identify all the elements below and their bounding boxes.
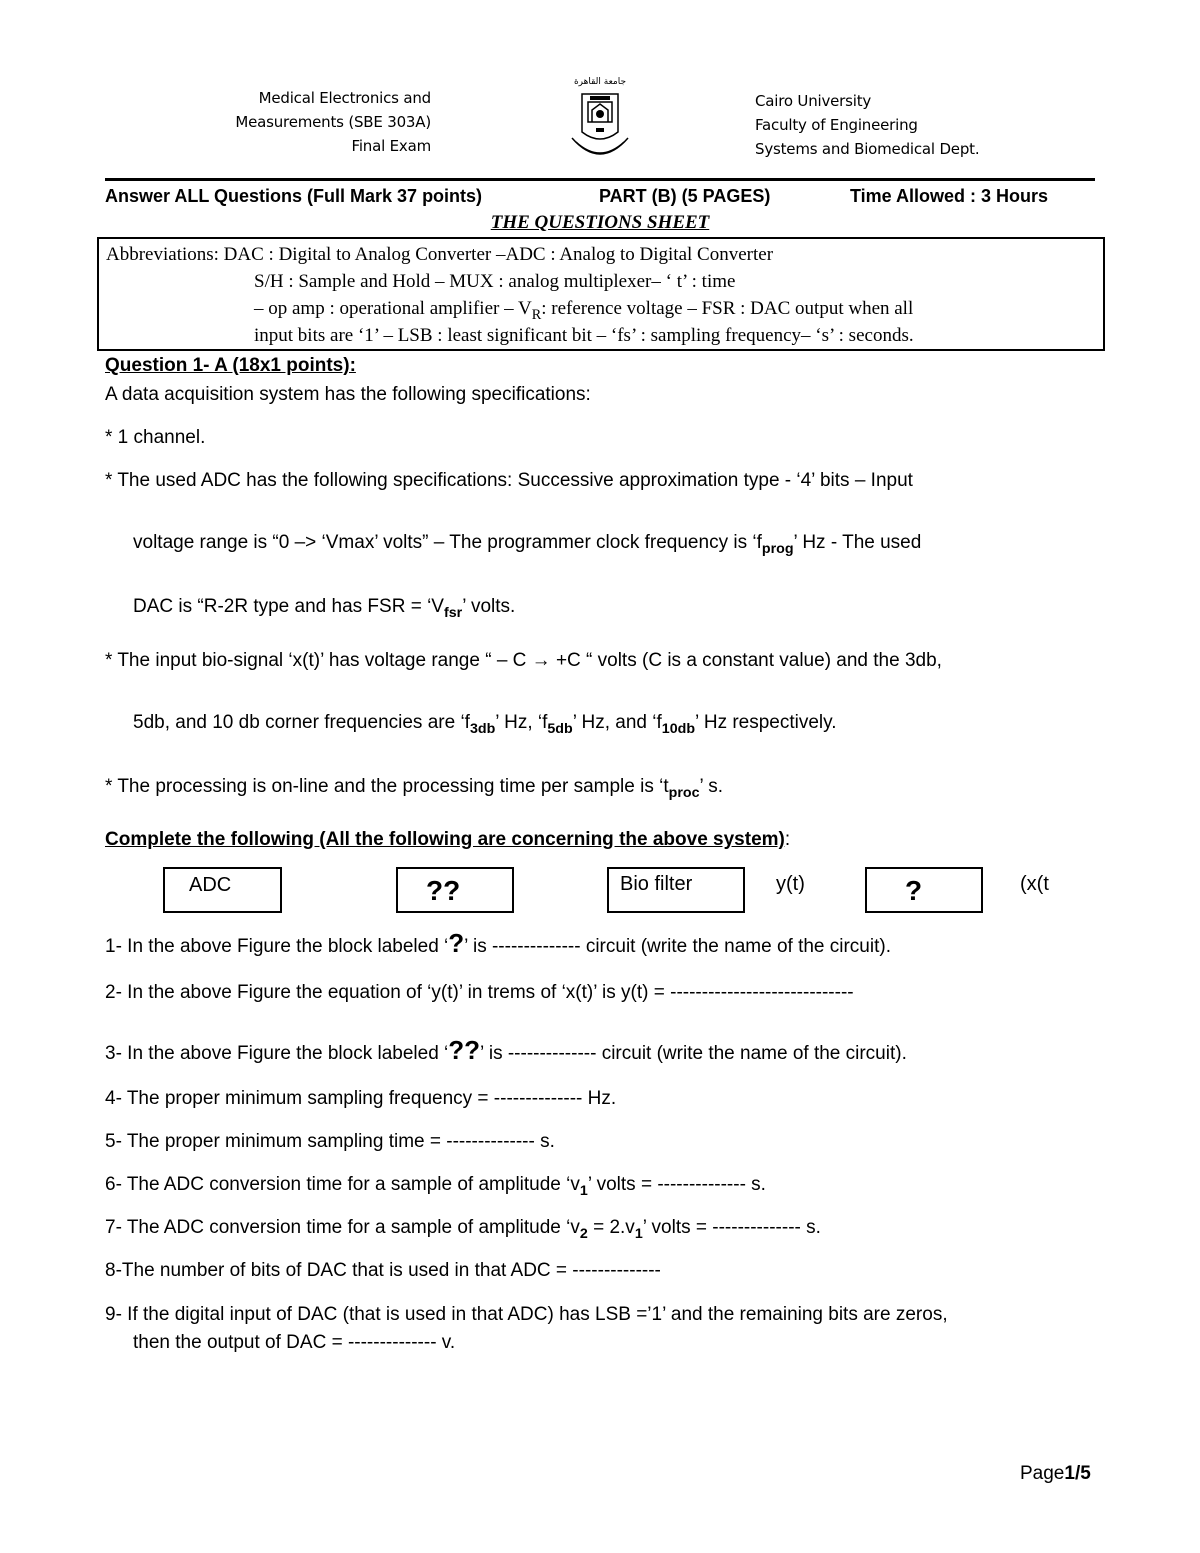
signal-y-label: y(t) (776, 873, 805, 895)
university-name: Cairo University (755, 92, 872, 110)
spec-adc-line1: * The used ADC has the following specifications: Successive approximation type - ‘4’ bits – Input (105, 470, 913, 491)
item-8: 8-The number of bits of DAC that is used in that ADC = -------------- (105, 1260, 661, 1281)
faculty-name: Faculty of Engineering (755, 116, 918, 134)
university-seal-icon (562, 72, 638, 170)
unknown-block-double-label: ?? (426, 875, 461, 906)
sheet-title: THE QUESTIONS SHEET (490, 212, 710, 233)
item-9-line2: then the output of DAC = -------------- v. (133, 1332, 456, 1353)
university-info (755, 89, 1055, 161)
header-divider (105, 178, 1095, 181)
full-mark-label: Answer ALL Questions (Full Mark 37 points) (105, 186, 483, 206)
complete-heading: Complete the following (All the following are concerning the above system): (105, 829, 791, 850)
page-number: Page1/5 (1020, 1463, 1091, 1484)
item-2: 2- In the above Figure the equation of ‘y(t)’ in trems of ‘x(t)’ is y(t) = ----------------------------- (105, 982, 854, 1003)
spec-adc-line2: voltage range is “0 –> ‘Vmax’ volts” – The programmer clock frequency is ‘$f_{prog}$’ Hz - The used (133, 532, 922, 557)
item-5: 5- The proper minimum sampling time = -------------- s. (105, 1131, 555, 1152)
vr-subscript: R (531, 306, 542, 323)
time-allowed-label: Time Allowed : 3 Hours (850, 186, 1049, 206)
abbrev-line-4: input bits are ‘1’ – LSB : least significant bit – ‘fs’ : sampling frequency– ‘s’ : seconds. (254, 325, 914, 346)
bio-filter-block (607, 867, 745, 913)
spec-adc-line3: DAC is “R-2R type and has FSR = ‘$V_{fsr}$’ volts. (133, 596, 516, 621)
bio-filter-label: Bio filter (620, 873, 693, 895)
question-intro: A data acquisition system has the following specifications: (105, 384, 591, 405)
unknown-block-double (396, 867, 514, 913)
item-9-line1: 9- If the digital input of DAC (that is used in that ADC) has LSB =’1’ and the remaining bits are zeros, (105, 1304, 948, 1325)
signal-x-label: (x(t (1020, 873, 1049, 895)
question-heading: Question 1- A (18x1 points): (105, 355, 356, 376)
department-name: Systems and Biomedical Dept. (755, 140, 980, 158)
course-info (160, 86, 431, 158)
university-logo (562, 72, 638, 170)
item-6: 6- The ADC conversion time for a sample of amplitude ‘$v_1$’ volts = -------------- s. (105, 1174, 766, 1199)
item-7: 7- The ADC conversion time for a sample of amplitude ‘$v_2 = 2.v_1$’ volts = -------------- s. (105, 1217, 821, 1242)
exam-type: Final Exam (351, 137, 431, 155)
abbrev-line-2: S/H : Sample and Hold – MUX : analog multiplexer– ‘ t’ : time (254, 271, 736, 292)
course-name-line1: Medical Electronics and (258, 89, 431, 107)
exam-title-bar (105, 186, 1085, 210)
abbreviations-box (97, 237, 1105, 351)
part-label: PART (B) (5 PAGES) (599, 186, 771, 206)
unknown-block-single (865, 867, 983, 913)
item-4: 4- The proper minimum sampling frequency = -------------- Hz. (105, 1088, 617, 1109)
spec-signal-line1: * The input bio-signal ‘x(t)’ has voltage range “ – C → +C “ volts (C is a constant value) and the 3db, (105, 650, 942, 671)
item-3: 3- In the above Figure the block labeled ‘??’ is -------------- circuit (write the name of the circuit). (105, 1035, 907, 1065)
spec-channel: * 1 channel. (105, 427, 206, 448)
abbrev-line-3: – op amp : operational amplifier – $V_R$: reference voltage – FSR : DAC output when all (254, 298, 914, 323)
item-1: 1- In the above Figure the block labeled ‘?’ is -------------- circuit (write the name of the circuit). (105, 928, 891, 958)
abbrev-line-1: Abbreviations: DAC : Digital to Analog Converter –ADC : Analog to Digital Converter (106, 244, 774, 265)
unknown-block-single-label: ? (905, 875, 923, 906)
spec-processing: * The processing is on-line and the processing time per sample is ‘$t_{proc}$’ s. (105, 776, 724, 801)
course-name-line2: Measurements (SBE 303A) (235, 113, 431, 131)
adc-block-label: ADC (189, 874, 232, 896)
adc-block (163, 867, 282, 913)
spec-signal-line2: 5db, and 10 db corner frequencies are ‘$f_{3db}$’ Hz, ‘$f_{5db}$’ Hz, and ‘$f_{10db}$’ Hz respectively. (133, 712, 837, 737)
logo-text: جامعة القاهرة (573, 77, 627, 87)
